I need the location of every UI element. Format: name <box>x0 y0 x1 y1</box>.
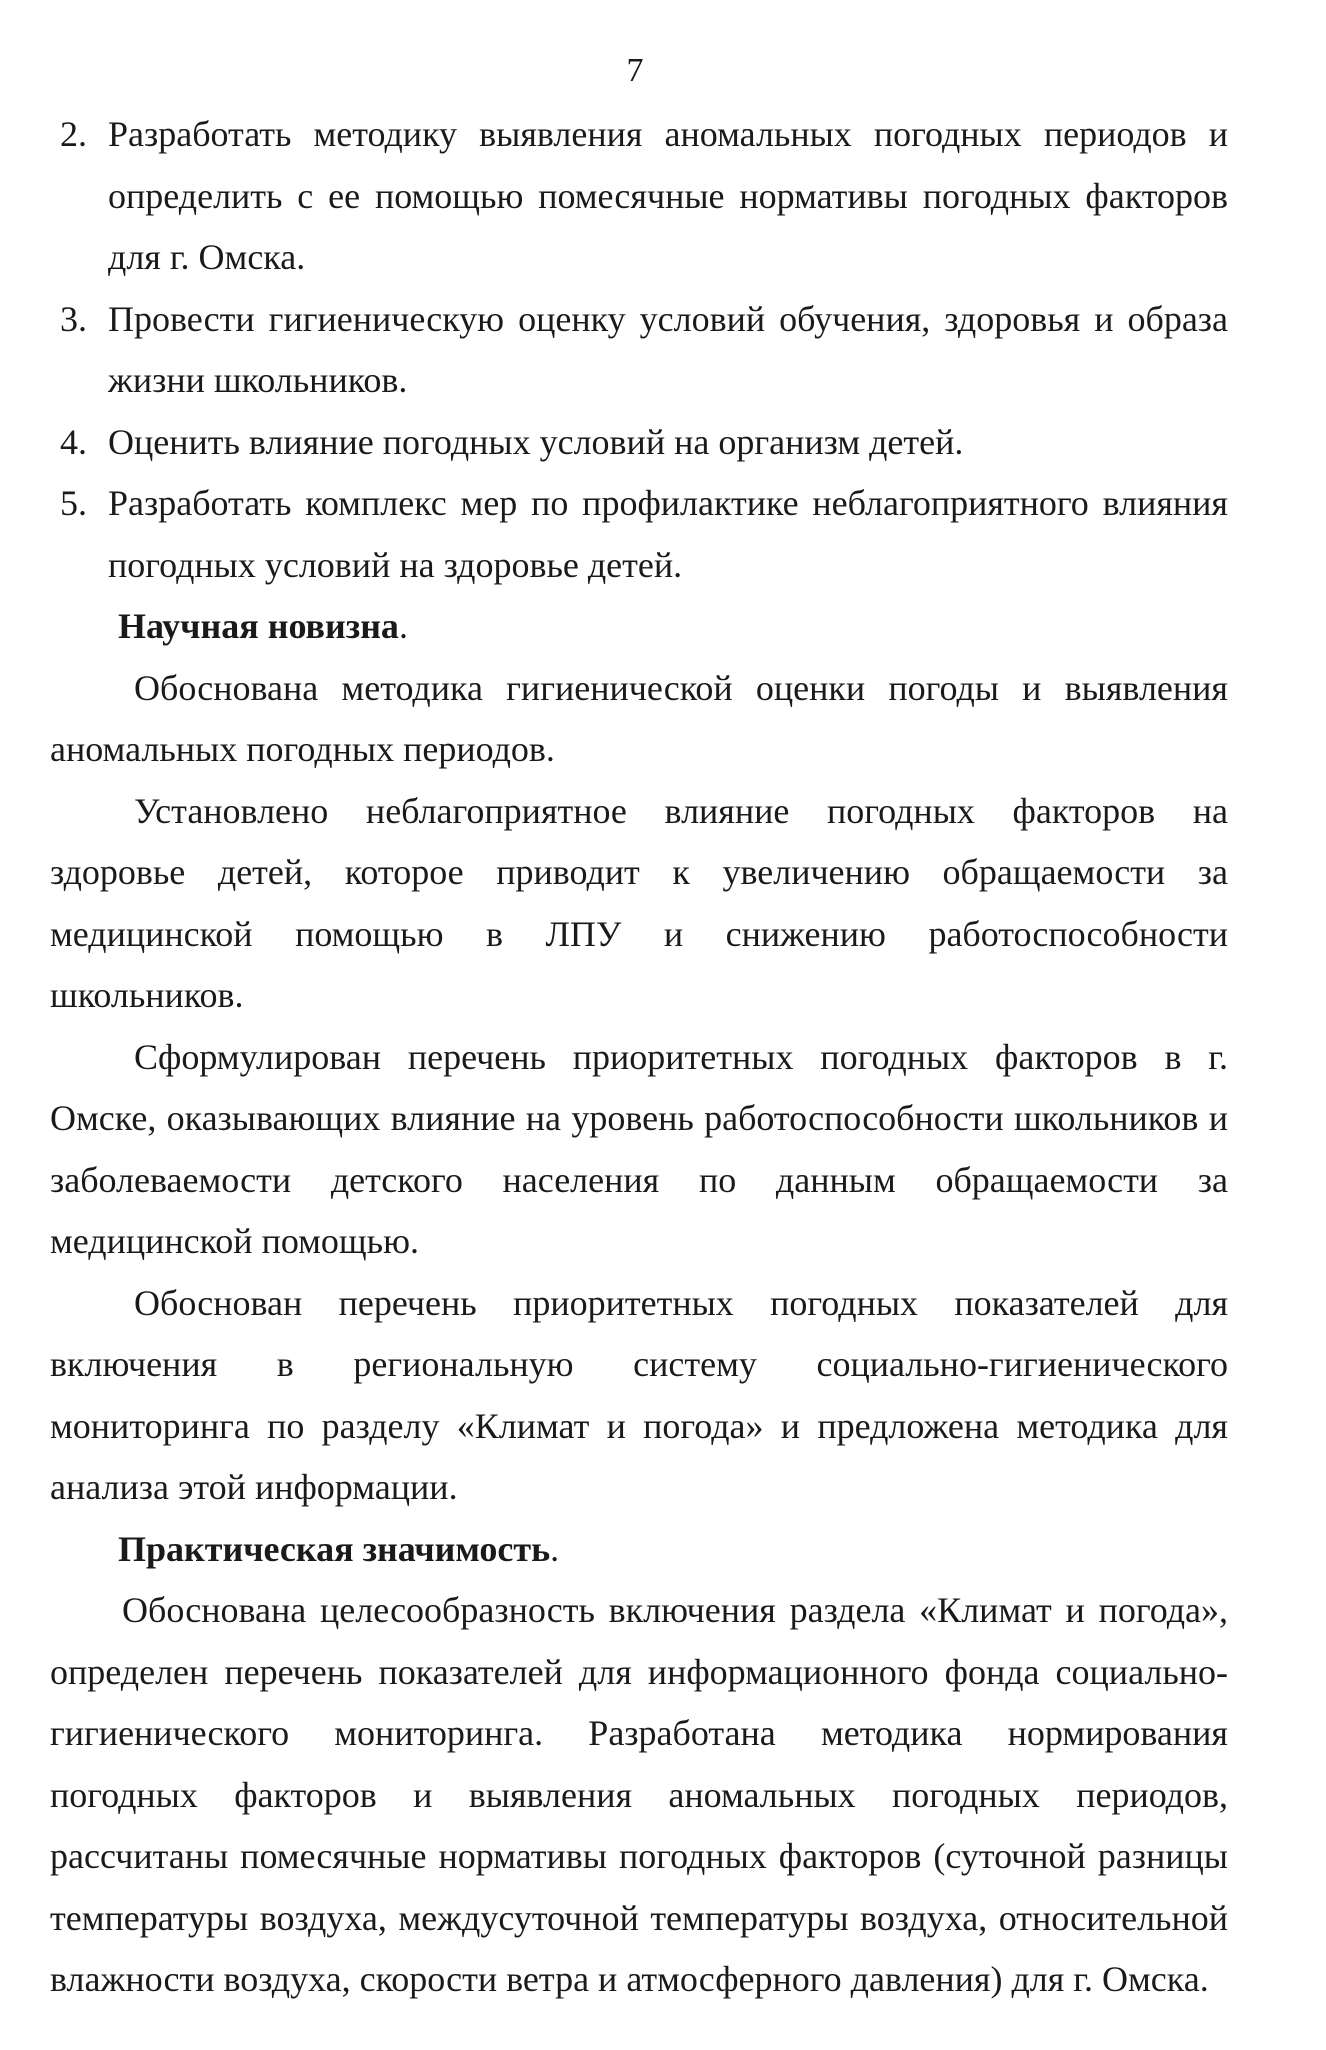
paragraph: Установлено неблагоприятное влияние погодных факторов на здоровье детей, которое приводит к увеличению обращаемости за медицинской помощью в ЛПУ и снижению работоспособности школьников. <box>50 790 1228 1015</box>
list-item-text: Разработать методику выявления аномальных погодных периодов и определить с ее помощью помесячные нормативы погодных факторов для г. Омска. <box>108 114 1228 277</box>
task-list <box>50 104 1228 596</box>
list-item-text: Разработать комплекс мер по профилактике неблагоприятного влияния погодных условий на здоровье детей. <box>108 483 1228 585</box>
section-heading-novelty <box>50 596 1228 658</box>
list-item-text: Провести гигиеническую оценку условий обучения, здоровья и образа жизни школьников. <box>108 298 1228 400</box>
page-content <box>50 104 1228 2011</box>
list-item-text: Оценить влияние погодных условий на организм детей. <box>108 421 964 462</box>
heading-period: . <box>398 606 408 646</box>
paragraph: Сформулирован перечень приоритетных погодных факторов в г. Омске, оказывающих влияние на уровень работоспособности школьников и заболеваемости детского населения по данным обращаемости за медицинской помощью. <box>50 1036 1228 1261</box>
section-heading-significance <box>50 1519 1228 1581</box>
paragraph: Обоснована целесообразность включения раздела «Климат и погода», определен перечень показателей для информационного фонда социально-гигиенического мониторинга. Разработана методика нормирования погодных факторов и выявления аномальных погодных периодов, рассчитаны помесячные нормативы погодных факторов (суточной разницы температуры воздуха, междусуточной температуры воздуха, относительной влажности воздуха, скорости ветра и атмосферного давления) для г. Омска. <box>50 1590 1228 1999</box>
heading-period: . <box>550 1528 560 1569</box>
heading-text: Практическая значимость <box>118 1528 551 1569</box>
heading-text: Научная новизна <box>118 606 399 646</box>
list-item <box>50 289 1228 412</box>
paragraph: Обоснован перечень приоритетных погодных показателей для включения в региональную систему социально-гигиенического мониторинга по разделу «Климат и погода» и предложена методика для анализа этой информации. <box>50 1282 1228 1507</box>
list-item <box>50 473 1228 596</box>
list-item-number: 5. <box>60 483 87 523</box>
list-item-number: 4. <box>60 421 87 462</box>
list-item-number: 3. <box>60 298 87 339</box>
list-item <box>50 412 1228 474</box>
paragraph: Обоснована методика гигиенической оценки погоды и выявления аномальных погодных периодов. <box>50 667 1228 769</box>
list-item <box>50 104 1228 289</box>
page-number: 7 <box>626 52 644 89</box>
list-item-number: 2. <box>60 114 87 154</box>
